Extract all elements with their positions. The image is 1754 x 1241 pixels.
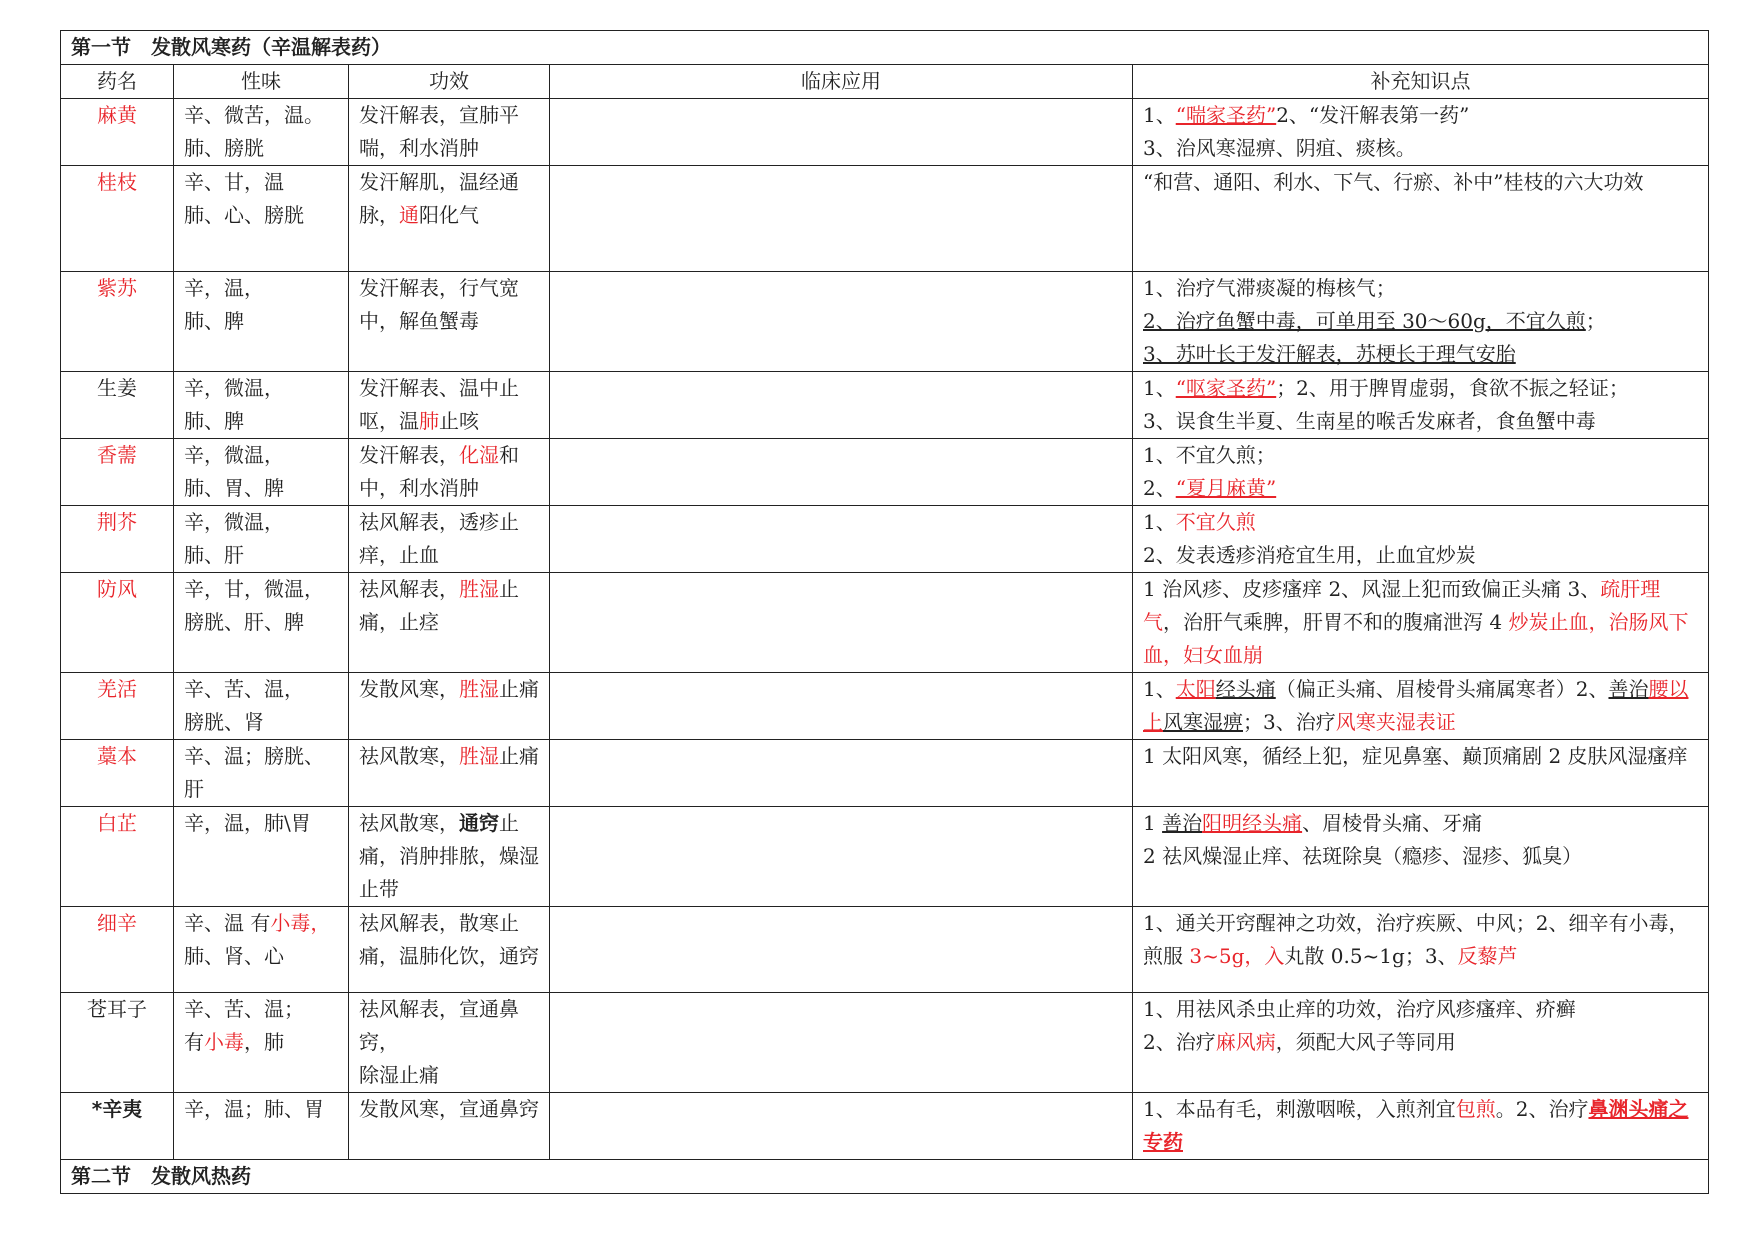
text-run: 3、苏叶长于发汗解表，苏梗长于理气安胎	[1143, 342, 1516, 366]
text-run: 祛风解表，	[359, 577, 459, 601]
herb-row	[61, 993, 1709, 1093]
text-run: 止痛，止痉	[359, 577, 519, 634]
herb-name: 生姜	[61, 372, 174, 439]
herb-notes	[1133, 993, 1709, 1093]
text-run: 除湿止痛	[359, 1063, 439, 1087]
herb-effect	[349, 740, 550, 807]
text-run: 2 祛风燥湿止痒、祛斑除臭（瘾疹、湿疹、狐臭）	[1143, 844, 1583, 868]
section-title: 第二节 发散风热药	[61, 1160, 1709, 1194]
nature-line: 肺、膀胱	[184, 136, 264, 160]
text-run: 1、	[1143, 677, 1176, 701]
herb-nature	[174, 740, 349, 807]
text-run: 包煎	[1455, 1097, 1496, 1121]
herb-nature	[174, 99, 349, 166]
nature-line: 辛，温；肺、胃	[184, 1097, 324, 1121]
text-run: 3~5g，入	[1189, 944, 1285, 968]
nature-line: 辛，微温，	[184, 376, 284, 400]
text-run: 胜湿	[459, 677, 499, 701]
text-run: 祛风解表，宣通鼻窍，	[359, 997, 519, 1054]
herb-row	[61, 439, 1709, 506]
text-run: 胜湿	[459, 577, 499, 601]
header-effect: 功效	[349, 65, 550, 99]
herb-notes	[1133, 740, 1709, 807]
text-run: 疏肝理气	[1143, 577, 1661, 634]
text-run: 1 治风疹、皮疹瘙痒 2、风湿上犯而致偏正头痛 3、	[1143, 577, 1601, 601]
text-run: “呕家圣药”	[1175, 376, 1277, 400]
nature-line: 辛、苦、温，	[184, 677, 304, 701]
text-run: 1、不宜久煎；	[1143, 443, 1276, 467]
herb-row	[61, 1093, 1709, 1160]
text-run: 肺	[419, 409, 439, 433]
herb-name: 苍耳子	[61, 993, 174, 1093]
text-run: “喘家圣药”	[1175, 103, 1277, 127]
text-run: 止咳	[439, 409, 479, 433]
nature-line: 肺、肝	[184, 543, 244, 567]
header-clinical: 临床应用	[550, 65, 1133, 99]
herb-clinical	[550, 506, 1133, 573]
text-run: 2、“发汗解表第一药”	[1276, 103, 1470, 127]
herb-name: 香薷	[61, 439, 174, 506]
herb-notes	[1133, 99, 1709, 166]
text-run: 1、用祛风杀虫止痒的功效，治疗风疹瘙痒、疥癣	[1143, 997, 1576, 1021]
text-run: ；	[1585, 309, 1606, 333]
text-run: 风寒湿痹	[1163, 710, 1243, 734]
nature-line: 辛、微苦，温。	[184, 103, 324, 127]
nature-line: 辛，微温，	[184, 510, 284, 534]
herb-row	[61, 506, 1709, 573]
text-run: 胜湿	[459, 744, 499, 768]
herb-nature	[174, 673, 349, 740]
text-run: 发汗解表，宣肺平喘，利水消肿	[359, 103, 519, 160]
text-run: 1、治疗气滞痰凝的梅核气；	[1143, 276, 1396, 300]
herb-row	[61, 673, 1709, 740]
text-run: 反藜芦	[1457, 944, 1518, 968]
text-run: 2、发表透疹消疮宜生用，止血宜炒炭	[1143, 543, 1476, 567]
herb-notes	[1133, 272, 1709, 372]
herb-effect	[349, 272, 550, 372]
nature-line: 辛、温；膀胱、肝	[184, 744, 324, 801]
text-run: 辛、苦、温；	[184, 997, 304, 1021]
text-run: 。2、治疗	[1495, 1097, 1589, 1121]
text-run: 辛、温 有	[184, 911, 271, 935]
herb-row	[61, 372, 1709, 439]
herb-clinical	[550, 740, 1133, 807]
herb-notes	[1133, 807, 1709, 907]
herb-nature	[174, 439, 349, 506]
herb-row	[61, 740, 1709, 807]
text-run: 小毒	[204, 1030, 244, 1054]
herb-nature	[174, 807, 349, 907]
herb-notes	[1133, 1093, 1709, 1160]
text-run: 祛风散寒，	[359, 744, 459, 768]
herb-name: 荆芥	[61, 506, 174, 573]
text-run: 鼻渊头痛之专药	[1143, 1097, 1689, 1154]
nature-line: 肺、脾	[184, 309, 244, 333]
herb-clinical	[550, 573, 1133, 673]
section-header-row	[61, 31, 1709, 65]
text-run: ；2、用于脾胃虚弱，食欲不振之轻证；	[1276, 376, 1629, 400]
nature-line: 辛，温，	[184, 276, 264, 300]
text-run: 1 太阳风寒，循经上犯，症见鼻塞、巅顶痛剧 2 皮肤风湿瘙痒	[1143, 744, 1688, 768]
text-run: 小毒，	[270, 911, 331, 935]
header-nature: 性味	[174, 65, 349, 99]
text-run: 风寒夹湿表证	[1335, 710, 1456, 734]
text-run: 通窍	[459, 811, 499, 835]
nature-line: 肺、胃、脾	[184, 476, 284, 500]
text-run: 炒炭止血，治肠风下血，妇女血崩	[1143, 610, 1689, 667]
text-run: 1、	[1143, 376, 1176, 400]
herb-row	[61, 272, 1709, 372]
text-run: 善治	[1608, 677, 1649, 701]
text-run: 阳化气	[419, 203, 479, 227]
text-run: 善治	[1162, 811, 1203, 835]
herb-name: 羌活	[61, 673, 174, 740]
herb-name: 紫苏	[61, 272, 174, 372]
nature-line: 膀胱、肝、脾	[184, 610, 304, 634]
herb-clinical	[550, 166, 1133, 272]
herb-name: 藁本	[61, 740, 174, 807]
text-run: ，须配大风子等同用	[1275, 1030, 1456, 1054]
herb-clinical	[550, 907, 1133, 993]
herb-clinical	[550, 372, 1133, 439]
herb-notes	[1133, 372, 1709, 439]
herb-effect	[349, 573, 550, 673]
herb-table	[60, 30, 1709, 1194]
herb-row	[61, 807, 1709, 907]
text-run: 3、治风寒湿痹、阴疽、痰核。	[1143, 136, 1416, 160]
nature-line: 肺、心、膀胱	[184, 203, 304, 227]
text-run: （偏正头痛、眉棱骨头痛属寒者）2、	[1275, 677, 1609, 701]
text-run: 发散风寒，宣通鼻窍	[359, 1097, 539, 1121]
text-run: 发汗解表，	[359, 443, 459, 467]
herb-nature	[174, 166, 349, 272]
herb-name: 细辛	[61, 907, 174, 993]
text-run: 麻风病	[1215, 1030, 1276, 1054]
text-run: 2、治疗	[1143, 1030, 1216, 1054]
herb-effect	[349, 166, 550, 272]
text-run: 止痛，消肿排脓，燥湿止带	[359, 811, 539, 901]
text-run: 止痛	[499, 677, 539, 701]
text-run: 发散风寒，	[359, 677, 459, 701]
herb-nature	[174, 1093, 349, 1160]
text-run: 阳明经头痛	[1202, 811, 1303, 835]
nature-line: 膀胱、肾	[184, 710, 264, 734]
herb-clinical	[550, 99, 1133, 166]
text-run: 祛风解表，透疹止痒，止血	[359, 510, 519, 567]
text-run: 发汗解肌，温经通脉，	[359, 170, 519, 227]
text-run: 1、通关开窍醒神之功效，治疗疾厥、中风；2、细辛有小毒，煎服	[1143, 911, 1689, 968]
header-notes: 补充知识点	[1133, 65, 1709, 99]
herb-clinical	[550, 993, 1133, 1093]
herb-effect	[349, 907, 550, 993]
herb-row	[61, 166, 1709, 272]
text-run: 丸散 0.5~1g；3、	[1284, 944, 1458, 968]
herb-notes	[1133, 506, 1709, 573]
text-run: 止痛	[499, 744, 539, 768]
herb-effect	[349, 506, 550, 573]
text-run: ，肺	[244, 1030, 284, 1054]
herb-effect	[349, 673, 550, 740]
text-run: “和营、通阳、利水、下气、行瘀、补中”桂枝的六大功效	[1143, 170, 1644, 194]
herb-notes	[1133, 907, 1709, 993]
text-run: 2、治疗鱼蟹中毒，可单用至 30～60g，不宜久煎	[1143, 309, 1586, 333]
herb-clinical	[550, 673, 1133, 740]
herb-nature	[174, 372, 349, 439]
text-run: 化湿	[459, 443, 499, 467]
herb-row	[61, 573, 1709, 673]
text-run: 祛风解表，散寒止痛，温肺化饮，通窍	[359, 911, 539, 968]
text-run: “夏月麻黄”	[1175, 476, 1277, 500]
herb-nature	[174, 506, 349, 573]
header-name: 药名	[61, 65, 174, 99]
text-run: 祛风散寒，	[359, 811, 459, 835]
herb-clinical	[550, 807, 1133, 907]
text-run: 不宜久煎	[1175, 510, 1256, 534]
herb-row	[61, 99, 1709, 166]
nature-line: 辛，温，肺\胃	[184, 811, 311, 835]
text-run: ；3、治疗	[1243, 710, 1336, 734]
text-run: 1、	[1143, 103, 1176, 127]
text-run: 发汗解表，行气宽中，解鱼蟹毒	[359, 276, 519, 333]
herb-nature	[174, 907, 349, 993]
text-run: 腰以上	[1143, 677, 1689, 734]
section-title: 第一节 发散风寒药（辛温解表药）	[61, 31, 1709, 65]
text-run: 1	[1143, 811, 1163, 835]
herb-nature	[174, 573, 349, 673]
herb-effect	[349, 439, 550, 506]
column-header-row	[61, 65, 1709, 99]
herb-nature	[174, 993, 349, 1093]
herb-notes	[1133, 573, 1709, 673]
text-run: 有	[184, 1030, 204, 1054]
text-run: 发汗解表、温中止呕，温	[359, 376, 519, 433]
text-run: ，治肝气乘脾，肝胃不和的腹痛泄泻 4	[1163, 610, 1509, 634]
herb-notes	[1133, 673, 1709, 740]
herb-clinical	[550, 272, 1133, 372]
text-run: 太阳	[1175, 677, 1216, 701]
section-header-row	[61, 1160, 1709, 1194]
herb-name: 桂枝	[61, 166, 174, 272]
text-run: 、眉棱骨头痛、牙痛	[1302, 811, 1483, 835]
herb-name: *辛夷	[61, 1093, 174, 1160]
nature-line: 辛，微温，	[184, 443, 284, 467]
herb-row	[61, 907, 1709, 993]
herb-nature	[174, 272, 349, 372]
text-run: 1、本品有毛，刺激咽喉，入煎剂宜	[1143, 1097, 1456, 1121]
herb-effect	[349, 372, 550, 439]
text-run: 通	[399, 203, 419, 227]
text-run: 2、	[1143, 476, 1176, 500]
text-run: 1、	[1143, 510, 1176, 534]
herb-name: 白芷	[61, 807, 174, 907]
text-run: 和中，利水消肿	[359, 443, 519, 500]
nature-line: 辛、甘，温	[184, 170, 284, 194]
herb-notes	[1133, 166, 1709, 272]
herb-clinical	[550, 439, 1133, 506]
herb-effect	[349, 807, 550, 907]
herb-effect	[349, 993, 550, 1093]
herb-name: 防风	[61, 573, 174, 673]
nature-line: 肺、脾	[184, 409, 244, 433]
herb-effect	[349, 1093, 550, 1160]
herb-effect	[349, 99, 550, 166]
text-run: 3、误食生半夏、生南星的喉舌发麻者，食鱼蟹中毒	[1143, 409, 1596, 433]
herb-notes	[1133, 439, 1709, 506]
herb-name: 麻黄	[61, 99, 174, 166]
text-run: 经头痛	[1215, 677, 1276, 701]
herb-clinical	[550, 1093, 1133, 1160]
text-run: 肺、肾、心	[184, 944, 284, 968]
nature-line: 辛，甘，微温，	[184, 577, 324, 601]
